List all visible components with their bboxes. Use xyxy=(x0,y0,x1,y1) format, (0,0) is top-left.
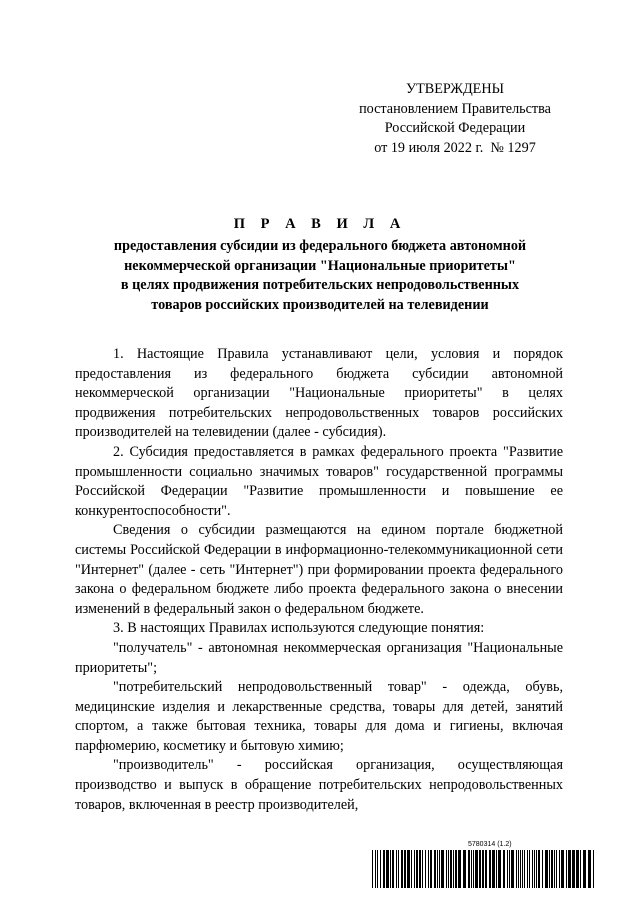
approval-heading: УТВЕРЖДЕНЫ xyxy=(406,81,504,97)
paragraph-4: 3. В настоящих Правилах используются следующие понятия: xyxy=(113,620,485,637)
approval-date-number: от 19 июля 2022 г. № 1297 xyxy=(374,139,536,156)
definition-consumer-goods: "потребительский непродовольственный товар" - одежда, обувь, медицинские изделия и лекарственные средства, товары для детей, занятий спортом, а также бытовая техника, товары для дома и гигиены, включая парфюмерию, косметику и бытовую химию; xyxy=(75,679,563,754)
approval-block xyxy=(330,80,580,158)
paragraph-2: 2. Субсидия предоставляется в рамках федерального проекта "Развитие промышленности социально значимых товаров" государственной программы Российской Федерации "Развитие промышленности и повышение ее конкурентоспособности". xyxy=(75,443,563,519)
subtitle-line: в целях продвижения потребительских непродовольственных xyxy=(120,277,520,294)
subtitle-line: некоммерческой организации "Национальные приоритеты" xyxy=(124,257,516,274)
approval-line: постановлением Правительства xyxy=(359,100,551,117)
approval-line: Российской Федерации xyxy=(384,120,526,137)
document-title: П Р А В И Л А xyxy=(233,216,407,232)
barcode-number: 5780314 (1.2) xyxy=(468,841,512,848)
document-subtitle xyxy=(75,237,565,315)
subtitle-line: товаров российских производителей на телевидении xyxy=(151,296,489,313)
paragraph-3: Сведения о субсидии размещаются на едином портале бюджетной системы Российской Федерации в информационно-телекоммуникационной сети "Интернет" (далее - сеть "Интернет") при формировании проекта федерального закона о федеральном бюджете либо проекта федерального закона о внесении изменений в федеральный закон о федеральном бюджете. xyxy=(75,522,563,617)
document-body xyxy=(75,345,563,815)
paragraph-1: 1. Настоящие Правила устанавливают цели, условия и порядок предоставления из федерального бюджета субсидии автономной некоммерческой организации "Национальные приоритеты" в целях продвижения потребительских непродовольственных товаров российских производителей на телевидении (далее - субсидия). xyxy=(75,346,563,441)
definition-recipient: "получатель" - автономная некоммерческая организация "Национальные приоритеты"; xyxy=(75,639,563,676)
definition-producer: "производитель" - российская организация, осуществляющая производство и выпуск в обращение потребительских непродовольственных товаров, включенная в реестр производителей, xyxy=(75,757,563,813)
subtitle-line: предоставления субсидии из федерального бюджета автономной xyxy=(113,238,527,254)
barcode xyxy=(372,850,598,888)
